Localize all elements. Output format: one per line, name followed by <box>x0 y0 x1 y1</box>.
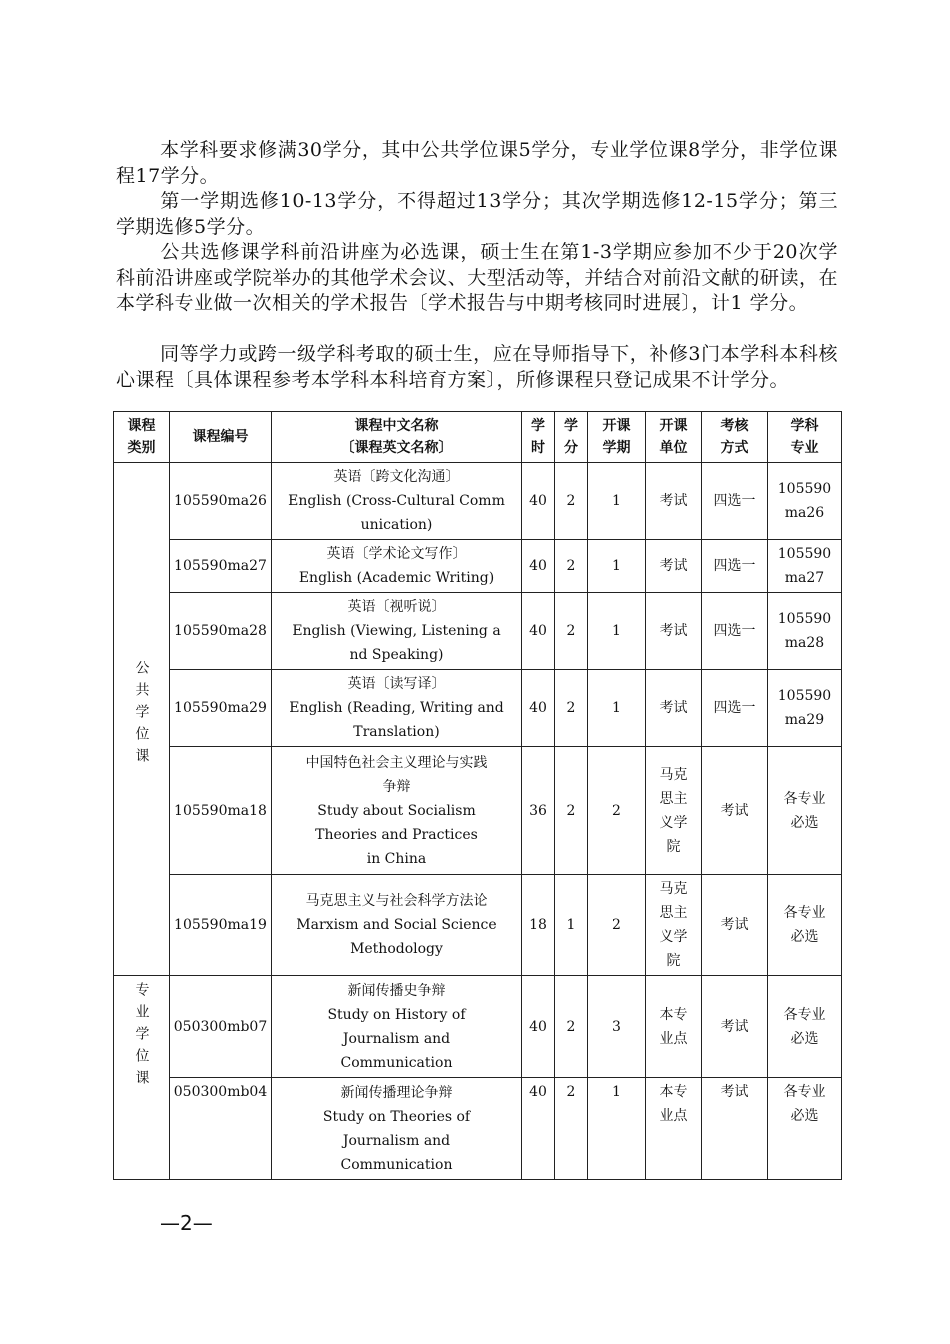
course-major: 105590 ma26 <box>768 463 842 540</box>
course-assessment: 考试 <box>702 875 768 976</box>
course-hours: 40 <box>522 463 555 540</box>
course-code: 105590ma29 <box>170 670 272 747</box>
header-code: 课程编号 <box>170 412 272 463</box>
course-hours: 40 <box>522 976 555 1078</box>
course-credits: 2 <box>555 463 588 540</box>
paragraph-lectures: 公共选修课学科前沿讲座为必选课，硕士生在第1-3学期应参加不少于20次学科前沿讲座或学院举办的其他学术会议、大型活动等，并结合对前沿文献的研读，在本学科专业做一次相关的学术报告〔学术报告与中期考核同时进展〕，计1 学分。 <box>116 241 838 314</box>
table-row <box>114 540 842 593</box>
course-code: 105590ma18 <box>170 747 272 875</box>
category-major: 专业学位课 <box>114 976 170 1180</box>
course-name: 中国特色社会主义理论与实践 争辩 Study about Socialism Theories and Practices in China <box>272 747 522 875</box>
category-public: 公共学位课 <box>114 463 170 976</box>
course-unit: 马克 思主 义学 院 <box>646 747 702 875</box>
course-assessment: 考试 <box>702 976 768 1078</box>
header-category: 课程 类别 <box>114 412 170 463</box>
course-assessment: 四选一 <box>702 670 768 747</box>
course-unit: 马克 思主 义学 院 <box>646 875 702 976</box>
course-semester: 1 <box>588 540 646 593</box>
course-credits: 2 <box>555 976 588 1078</box>
course-unit: 本专 业点 <box>646 976 702 1078</box>
header-name: 课程中文名称 〔课程英文名称〕 <box>272 412 522 463</box>
course-credits: 2 <box>555 1078 588 1180</box>
course-name: 马克思主义与社会科学方法论 Marxism and Social Science Methodology <box>272 875 522 976</box>
course-hours: 40 <box>522 593 555 670</box>
course-code: 105590ma27 <box>170 540 272 593</box>
course-name: 英语〔视听说〕 English (Viewing, Listening a nd Speaking) <box>272 593 522 670</box>
paragraph-credits: 本学科要求修满30学分，其中公共学位课5学分，专业学位课8学分，非学位课程17学分。 <box>116 139 838 187</box>
course-semester: 1 <box>588 593 646 670</box>
course-semester: 1 <box>588 670 646 747</box>
course-assessment: 考试 <box>702 1078 768 1180</box>
table-row <box>114 463 842 540</box>
header-major: 学科 专业 <box>768 412 842 463</box>
course-code: 050300mb07 <box>170 976 272 1078</box>
header-assessment: 考核 方式 <box>702 412 768 463</box>
course-code: 105590ma19 <box>170 875 272 976</box>
course-hours: 36 <box>522 747 555 875</box>
course-assessment: 四选一 <box>702 540 768 593</box>
course-semester: 1 <box>588 1078 646 1180</box>
table-row <box>114 875 842 976</box>
course-major: 各专业 必选 <box>768 1078 842 1180</box>
course-code: 105590ma28 <box>170 593 272 670</box>
course-unit: 考试 <box>646 463 702 540</box>
course-code: 105590ma26 <box>170 463 272 540</box>
table-row <box>114 1078 842 1180</box>
course-semester: 3 <box>588 976 646 1078</box>
course-name: 新闻传播史争辩 Study on History of Journalism and Communication <box>272 976 522 1078</box>
course-major: 105590 ma29 <box>768 670 842 747</box>
paragraph-supplementary: 同等学力或跨一级学科考取的硕士生，应在导师指导下，补修3门本学科本科核心课程〔具体课程参考本学科本科培育方案〕，所修课程只登记成果不计学分。 <box>116 343 838 391</box>
course-credits: 2 <box>555 670 588 747</box>
course-credits: 2 <box>555 540 588 593</box>
header-credits: 学 分 <box>555 412 588 463</box>
course-name: 英语〔学术论文写作〕 English (Academic Writing) <box>272 540 522 593</box>
course-semester: 2 <box>588 747 646 875</box>
course-hours: 40 <box>522 540 555 593</box>
course-table <box>113 411 842 1180</box>
course-major: 105590 ma27 <box>768 540 842 593</box>
course-assessment: 四选一 <box>702 593 768 670</box>
course-credits: 2 <box>555 593 588 670</box>
course-unit: 考试 <box>646 540 702 593</box>
header-unit: 开课 单位 <box>646 412 702 463</box>
course-assessment: 考试 <box>702 747 768 875</box>
course-unit: 考试 <box>646 670 702 747</box>
course-major: 各专业 必选 <box>768 875 842 976</box>
paragraph-semesters: 第一学期选修10-13学分，不得超过13学分；其次学期选修12-15学分；第三学期选修5学分。 <box>116 190 838 238</box>
course-hours: 40 <box>522 1078 555 1180</box>
course-hours: 18 <box>522 875 555 976</box>
header-hours: 学 时 <box>522 412 555 463</box>
course-unit: 本专 业点 <box>646 1078 702 1180</box>
table-row <box>114 593 842 670</box>
course-major: 各专业 必选 <box>768 976 842 1078</box>
course-major: 105590 ma28 <box>768 593 842 670</box>
table-row <box>114 670 842 747</box>
page-number: —2— <box>160 1211 213 1235</box>
table-row <box>114 976 842 1078</box>
course-name: 英语〔跨文化沟通〕 English (Cross-Cultural Comm unication) <box>272 463 522 540</box>
course-name: 英语〔读写译〕 English (Reading, Writing and Translation) <box>272 670 522 747</box>
course-code: 050300mb04 <box>170 1078 272 1180</box>
header-semester: 开课 学期 <box>588 412 646 463</box>
course-assessment: 四选一 <box>702 463 768 540</box>
course-unit: 考试 <box>646 593 702 670</box>
course-semester: 1 <box>588 463 646 540</box>
course-major: 各专业 必选 <box>768 747 842 875</box>
table-row <box>114 747 842 875</box>
course-credits: 2 <box>555 747 588 875</box>
course-semester: 2 <box>588 875 646 976</box>
table-header-row <box>114 412 842 463</box>
course-credits: 1 <box>555 875 588 976</box>
course-name: 新闻传播理论争辩 Study on Theories of Journalism and Communication <box>272 1078 522 1180</box>
course-hours: 40 <box>522 670 555 747</box>
